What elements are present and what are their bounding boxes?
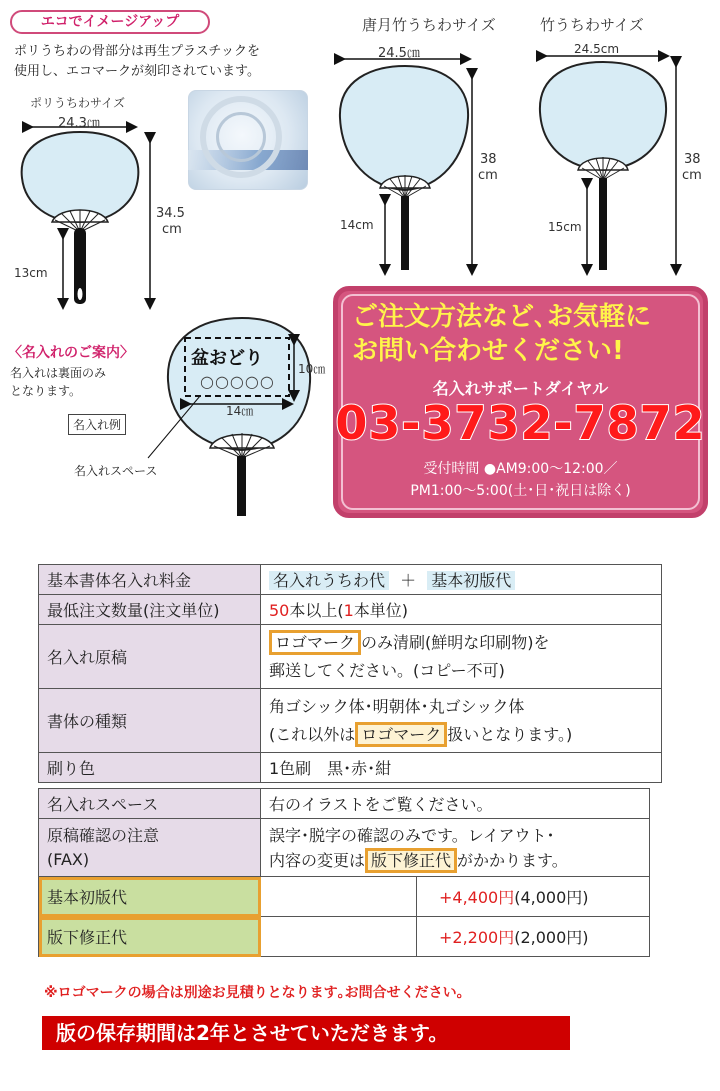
typeface-line-1: 角ゴシック体･明朝体･丸ゴシック体 <box>269 696 525 716</box>
min-order-unit-number: 1 <box>343 601 354 620</box>
plate-fix-price-amount: +2,200円 <box>439 928 515 947</box>
logo-mark-note: ※ロゴマークの場合は別途お見積りとなります｡お問合せください。 <box>44 985 471 1001</box>
support-hours-1: 受付時間 ●AM9:00～12:00／ <box>423 461 618 477</box>
karatake-fan-height-number: 38 <box>480 152 497 167</box>
min-order-text-1: 本以上( <box>289 601 344 620</box>
first-plate-price <box>417 877 650 917</box>
check-note-value <box>261 819 650 877</box>
check-note-label-2: (FAX) <box>47 849 90 869</box>
fan-fee-chip: 名入れうちわ代 <box>269 571 389 590</box>
mock-dim-height: 10㎝ <box>298 362 326 376</box>
row-label-print-color: 刷り色 <box>39 753 261 783</box>
logo-mark-box: ロゴマーク <box>269 630 361 655</box>
plate-fix-price-ex: (2,000円) <box>514 928 589 947</box>
manuscript-value <box>261 625 662 689</box>
naire-guide-line-1: 名入れは裏面のみ <box>10 366 107 380</box>
table-row <box>39 625 662 689</box>
naire-guide-title: 〈名入れのご案内〉 <box>8 345 134 361</box>
naire-example-label: 名入れ例 <box>68 414 126 435</box>
row-label-name-space: 名入れスペース <box>39 789 261 819</box>
row-label-plate-fix: 版下修正代 <box>39 917 261 957</box>
first-plate-price-amount: +4,400円 <box>439 888 515 907</box>
eco-tag: エコでイメージアップ <box>10 10 210 34</box>
karatake-fan-handle: 14cm <box>340 218 374 232</box>
first-plate-empty <box>261 877 417 917</box>
take-fan-handle: 15cm <box>548 220 582 234</box>
row-label-min-order: 最低注文数量(注文単位) <box>39 595 261 625</box>
typeface-value <box>261 689 662 753</box>
check-note-label-1: 原稿確認の注意 <box>47 825 160 845</box>
naire-guide-line-2: となります。 <box>10 384 82 398</box>
mock-name-text: 盆おどり <box>191 348 263 369</box>
manuscript-text-1: のみ清刷(鮮明な印刷物)を <box>361 632 550 652</box>
plate-fix-empty <box>261 917 417 957</box>
typeface-line-2 <box>269 721 653 749</box>
base-fee-value <box>261 565 662 595</box>
support-phone-number[interactable]: 03-3732-7872 <box>335 396 706 450</box>
pricing-table <box>38 564 662 783</box>
table-row <box>39 565 662 595</box>
check-note-post: がかかります。 <box>457 850 568 870</box>
take-fan-diagram <box>540 56 676 270</box>
table-row <box>39 917 650 957</box>
support-hours-2: PM1:00～5:00(土･日･祝日は除く) <box>410 483 631 499</box>
row-label-base-fee: 基本書体名入れ料金 <box>39 565 261 595</box>
plate-fix-price <box>417 917 650 957</box>
min-order-number: 50 <box>269 601 290 620</box>
take-fan-height-number: 38 <box>684 152 701 167</box>
row-label-check-note <box>39 819 261 877</box>
support-heading-2: お問い合わせください! <box>352 336 624 366</box>
take-fan-title: 竹うちわサイズ <box>540 16 644 34</box>
min-order-text-2: 本単位) <box>353 601 409 620</box>
mock-dim-width: 14㎝ <box>226 404 254 418</box>
first-plate-price-ex: (4,000円) <box>514 888 589 907</box>
karatake-fan-diagram <box>340 59 472 270</box>
table-row <box>39 877 650 917</box>
mock-sub-text: ○○○○○ <box>200 372 275 391</box>
karatake-fan-title: 唐月竹うちわサイズ <box>362 16 496 34</box>
typeface-pre: (これ以外は <box>269 724 356 744</box>
check-note-pre: 内容の変更は <box>269 850 366 870</box>
poly-fan-height-unit: cm <box>162 222 182 237</box>
table-row <box>39 595 662 625</box>
manuscript-line-2: 郵送してください。(コピー不可) <box>269 660 505 680</box>
row-label-first-plate: 基本初版代 <box>39 877 261 917</box>
details-table <box>38 788 650 957</box>
poly-fan-handle: 13cm <box>14 266 48 280</box>
check-note-line-1: 誤字･脱字の確認のみです。レイアウト･ <box>269 825 555 845</box>
karatake-fan-height-unit: cm <box>478 168 498 183</box>
row-label-manuscript: 名入れ原稿 <box>39 625 261 689</box>
poly-fan-height-number: 34.5 <box>156 206 185 221</box>
check-note-line-2 <box>269 848 641 873</box>
eco-line-2: 使用し、エコマークが刻印されています。 <box>14 64 260 79</box>
plus-sign: ＋ <box>400 571 417 590</box>
table-row <box>39 753 662 783</box>
table-row <box>39 689 662 753</box>
support-heading-1: ご注文方法など､お気軽に <box>352 302 652 332</box>
table-row <box>39 789 650 819</box>
retention-banner: 版の保存期間は2年とさせていただきます。 <box>42 1016 570 1050</box>
plate-fix-box: 版下修正代 <box>365 848 457 873</box>
name-space-value: 右のイラストをご覧ください。 <box>261 789 650 819</box>
table-row <box>39 819 650 877</box>
karatake-fan-width: 24.5㎝ <box>378 46 420 61</box>
take-fan-height-unit: cm <box>682 168 702 183</box>
eco-line-1: ポリうちわの骨部分は再生プラスチックを <box>14 44 260 59</box>
first-plate-chip: 基本初版代 <box>427 571 515 590</box>
poly-fan-title: ポリうちわサイズ <box>30 96 126 110</box>
manuscript-line-1 <box>269 629 653 657</box>
naire-guide-text <box>10 364 120 400</box>
poly-fan-width: 24.3㎝ <box>58 116 100 131</box>
typeface-post: 扱いとなります。) <box>447 724 573 744</box>
min-order-value <box>261 595 662 625</box>
logo-mark-box-2: ロゴマーク <box>355 722 447 747</box>
naire-space-label: 名入れスペース <box>74 464 158 478</box>
print-color-value: 1色刷 黒･赤･紺 <box>261 753 662 783</box>
take-fan-width: 24.5cm <box>574 42 620 56</box>
support-dial-title: 名入れサポートダイヤル <box>432 379 609 398</box>
row-label-typeface: 書体の種類 <box>39 689 261 753</box>
